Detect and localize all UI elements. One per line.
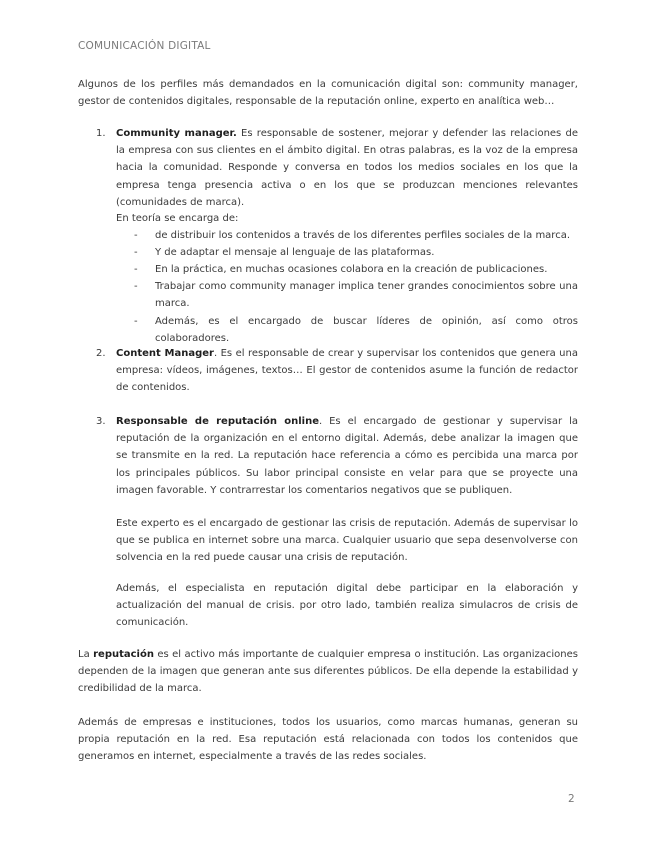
bullet-2: - [134, 247, 138, 258]
running-header: COMUNICACIÓN DIGITAL [78, 40, 211, 52]
task-4: Trabajar como community manager implica tener grandes conocimientos sobre una marca. [155, 281, 578, 310]
item-3-title: Responsable de reputación online [116, 416, 319, 427]
intro-paragraph: Algunos de los perfiles más demandados en la comunicación digital son: community manager, gestor de contenidos digitales, responsable de la reputación online, experto en analítica web… [78, 79, 578, 108]
closing-paragraph-1 [78, 646, 578, 698]
item-2-title: Content Manager [116, 348, 214, 359]
task-3: En la práctica, en muchas ocasiones colabora en la creación de publicaciones. [155, 264, 548, 275]
item-2-paragraph [116, 345, 578, 397]
closing-paragraph-2: Además de empresas e instituciones, todos los usuarios, como marcas humanas, generan su propia reputación en la red. Esa reputación está relacionada con todos los contenidos que generamos en internet, especialmente a través de las redes sociales. [78, 717, 578, 763]
task-2: Y de adaptar el mensaje al lenguaje de las plataformas. [155, 247, 435, 258]
item-1-text: Es responsable de sostener, mejorar y defender las relaciones de la empresa con sus clientes en el ámbito digital. En otras palabras, es la voz de la empresa hacia la comunidad. Responde y conversa en todos los medios sociales en los que la empresa tenga presencia activa o en los que se produzcan menciones relevantes (comunidades de marca). [116, 128, 578, 208]
item-1-paragraph [116, 125, 578, 211]
item-3-text: . Es el encargado de gestionar y supervisar la reputación de la organización en el entorno digital. Además, debe analizar la imagen que se transmite en la red. La reputación hace referencia a cómo es percibida una marca por los principales públicos. Su labor principal consiste en velar para que se proyecte una imagen favorable. Y contrarrestar los comentarios negativos que se publiquen. [116, 416, 578, 496]
item-3-number: 3. [96, 416, 106, 427]
item-1-title: Community manager. [116, 128, 237, 139]
task-1: de distribuir los contenidos a través de los diferentes perfiles sociales de la marca. [155, 230, 571, 241]
bullet-3: - [134, 264, 138, 275]
closing-1-post: es el activo más importante de cualquier empresa o institución. Las organizaciones dependen de la imagen que generan ante sus diferentes públicos. De ella depende la estabilidad y credibilidad de la marca. [78, 649, 578, 695]
bullet-5: - [134, 316, 138, 327]
item-3-extra-1: Este experto es el encargado de gestionar las crisis de reputación. Además de supervisar lo que se publica en internet sobre una marca. Cualquier usuario que sepa desenvolverse con solvencia en la red puede causar una crisis de reputación. [116, 518, 578, 564]
item-1-tasks-intro: En teoría se encarga de: [116, 213, 239, 224]
closing-1-bold: reputación [93, 649, 154, 660]
item-1-number: 1. [96, 128, 106, 139]
item-3-paragraph [116, 413, 578, 499]
bullet-4: - [134, 281, 138, 292]
bullet-1: - [134, 230, 138, 241]
item-2-text: . Es el responsable de crear y supervisar los contenidos que genera una empresa: vídeos, imágenes, textos… El gestor de contenidos asume la función de redactor de contenidos. [116, 348, 578, 394]
task-5: Además, es el encargado de buscar líderes de opinión, así como otros colaboradores. [155, 316, 578, 345]
item-2-number: 2. [96, 348, 106, 359]
item-3-extra-2: Además, el especialista en reputación digital debe participar en la elaboración y actualización del manual de crisis. por otro lado, también realiza simulacros de crisis de comunicación. [116, 583, 578, 629]
page-number: 2 [568, 793, 575, 805]
closing-1-pre: La [78, 649, 94, 660]
